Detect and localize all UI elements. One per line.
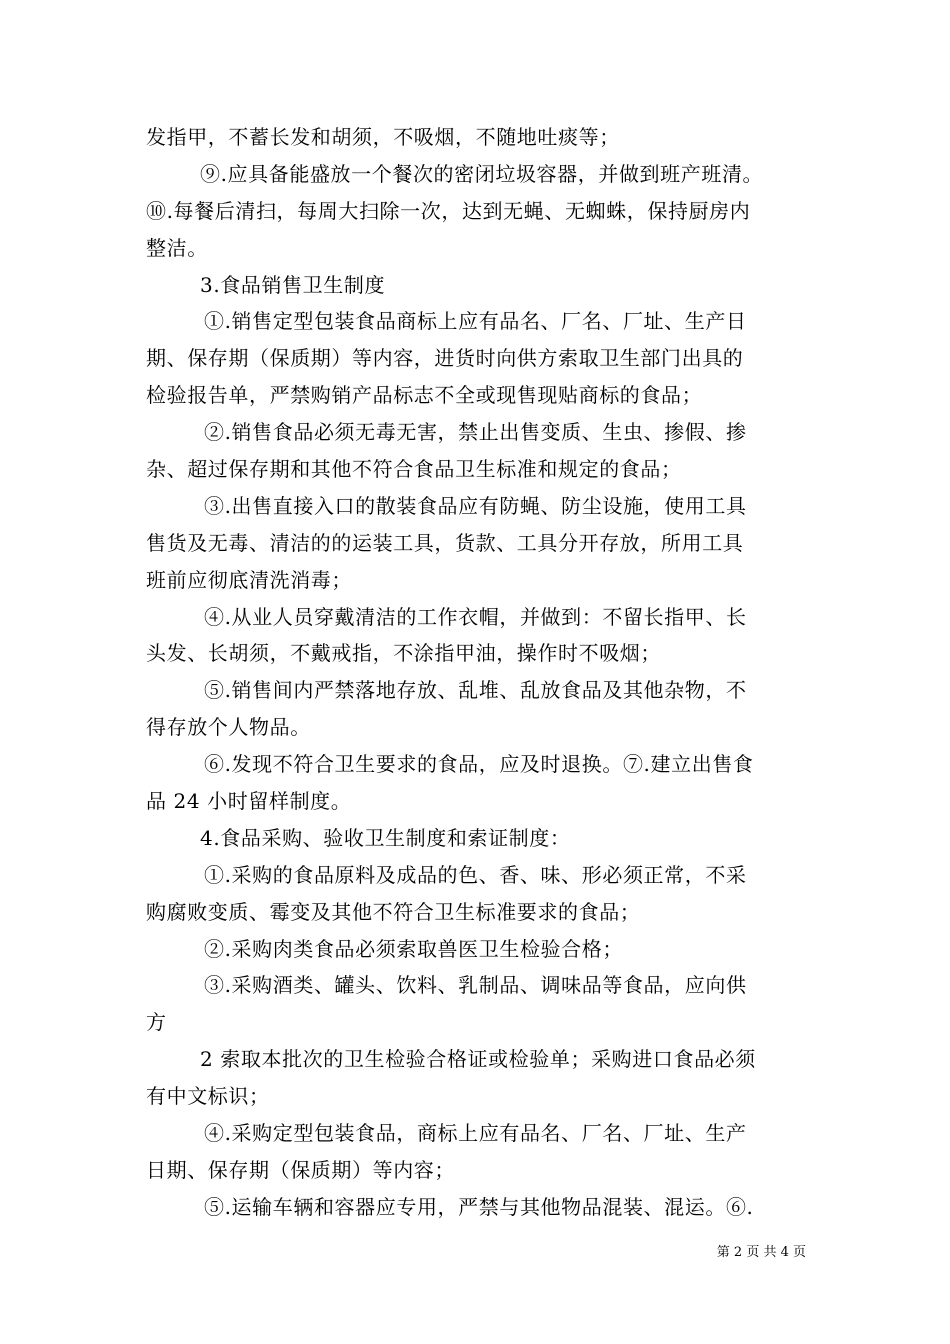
- text-line: 品 24 小时留样制度。: [146, 789, 352, 814]
- document-body: [146, 119, 812, 1226]
- text-line: 购腐败变质、霉变及其他不符合卫生标准要求的食品；: [146, 899, 641, 924]
- text-line: ③.采购酒类、罐头、饮料、乳制品、调味品等食品，应向供: [204, 973, 747, 998]
- text-line: ④.从业人员穿戴清洁的工作衣帽，并做到：不留长指甲、长: [204, 604, 747, 629]
- text-line: 期、保存期（保质期）等内容，进货时向供方索取卫生部门出具的: [146, 346, 744, 371]
- text-line: ⑩.每餐后清扫，每周大扫除一次，达到无蝇、无蜘蛛，保持厨房内: [146, 198, 751, 223]
- text-line: ③.出售直接入口的散装食品应有防蝇、防尘设施，使用工具: [204, 493, 747, 518]
- text-line: 整洁。: [146, 235, 208, 260]
- text-line: 得存放个人物品。: [146, 715, 311, 740]
- text-line: 杂、超过保存期和其他不符合食品卫生标准和规定的食品；: [146, 457, 682, 482]
- text-line: ②.销售食品必须无毒无害，禁止出售变质、生虫、掺假、掺: [204, 420, 747, 445]
- page-number-footer: 第 2 页 共 4 页: [716, 1245, 806, 1260]
- text-line: ⑥.发现不符合卫生要求的食品，应及时退换。⑦.建立出售食: [204, 752, 754, 777]
- text-line: ⑤.销售间内严禁落地存放、乱堆、乱放食品及其他杂物，不: [204, 678, 747, 703]
- text-line: ④.采购定型包装食品，商标上应有品名、厂名、厂址、生产: [204, 1121, 747, 1146]
- text-line: 4.食品采购、验收卫生制度和索证制度：: [200, 825, 571, 850]
- text-line: 2 索取本批次的卫生检验合格证或检验单；采购进口食品必须: [200, 1047, 756, 1072]
- text-line: 班前应彻底清洗消毒；: [146, 567, 352, 592]
- text-line: 方: [146, 1010, 167, 1035]
- text-line: 头发、长胡须，不戴戒指，不涂指甲油，操作时不吸烟；: [146, 641, 661, 666]
- text-line: 3.食品销售卫生制度: [200, 272, 386, 297]
- text-line: ⑨.应具备能盛放一个餐次的密闭垃圾容器，并做到班产班清。: [200, 161, 764, 186]
- text-line: 发指甲，不蓄长发和胡须，不吸烟，不随地吐痰等；: [146, 125, 620, 149]
- text-line: ②.采购肉类食品必须索取兽医卫生检验合格；: [204, 936, 623, 961]
- text-line: ①.采购的食品原料及成品的色、香、味、形必须正常，不采: [204, 862, 747, 887]
- text-line: 日期、保存期（保质期）等内容；: [146, 1157, 455, 1182]
- text-line: ①.销售定型包装食品商标上应有品名、厂名、厂址、生产日: [204, 309, 747, 334]
- text-line: 有中文标识；: [146, 1084, 270, 1109]
- text-line: 检验报告单，严禁购销产品标志不全或现售现贴商标的食品；: [146, 383, 703, 408]
- text-line: 售货及无毒、清洁的的运装工具，货款、工具分开存放，所用工具: [146, 530, 744, 555]
- text-line: ⑤.运输车辆和容器应专用，严禁与其他物品混装、混运。⑥.: [204, 1194, 754, 1219]
